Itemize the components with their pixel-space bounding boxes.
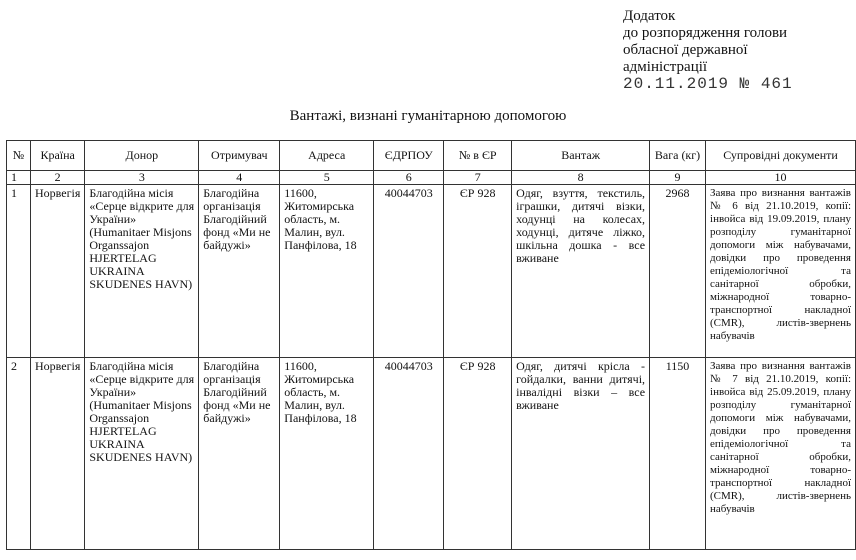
cell-edrpou: 40044703 [374, 185, 444, 358]
header-cell: Вантаж [512, 141, 650, 171]
column-number: 9 [650, 171, 706, 185]
table-row [7, 358, 856, 550]
cell-register-number: ЄР 928 [444, 358, 512, 550]
cell-country: Норвегія [30, 358, 84, 550]
cell-cargo: Одяг, взуття, текстиль, іграшки, дитячі візки, ходунці на колесах, ходунці, дитяче ліжко, шкільна дошка - все вживане [512, 185, 650, 358]
column-number: 2 [30, 171, 84, 185]
header-cell: Донор [85, 141, 199, 171]
cell-edrpou: 40044703 [374, 358, 444, 550]
annex-line: обласної державної [623, 42, 748, 58]
column-number: 3 [85, 171, 199, 185]
cell-donor: Благодійна місія «Серце відкрите для України» (Humanitaer Misjons Organssajon HJERTELAG UKRAINA SKUDENES HAVN) [85, 358, 199, 550]
document-title: Вантажі, визнані гуманітарною допомогою [289, 108, 567, 124]
annex-line: Додаток [623, 8, 676, 24]
header-cell: Країна [30, 141, 84, 171]
annex-block [623, 8, 793, 93]
column-number: 5 [280, 171, 374, 185]
table-row [7, 185, 856, 358]
header-cell: Адреса [280, 141, 374, 171]
cell-weight: 2968 [650, 185, 706, 358]
column-number: 6 [374, 171, 444, 185]
cell-cargo: Одяг, дитячі крісла - гойдалки, ванни дитячі, інвалідні візки – все вживане [512, 358, 650, 550]
cell-address: 11600, Житомирська область, м. Малин, вул. Панфілова, 18 [280, 358, 374, 550]
header-cell: № в ЄР [444, 141, 512, 171]
cell-weight: 1150 [650, 358, 706, 550]
cell-donor: Благодійна місія «Серце відкрите для України» (Humanitaer Misjons Organssajon HJERTELAG UKRAINA SKUDENES HAVN) [85, 185, 199, 358]
cell-recipient: Благодійна організація Благодійний фонд «Ми не байдужі» [199, 185, 280, 358]
column-number: 8 [512, 171, 650, 185]
column-number-row [7, 171, 856, 185]
cell-documents: Заява про визнання вантажів № 7 від 21.10.2019, копії: інвойса від 25.09.2019, плану розподілу гуманітарної допомоги між набувачами, довідки про проведення епідеміологічної та санітарної обробки, міжнародної товарно-транспортної накладної (CMR), листів-звернень набувачів [706, 358, 856, 550]
cell-number: 1 [7, 185, 31, 358]
cell-recipient: Благодійна організація Благодійний фонд «Ми не байдужі» [199, 358, 280, 550]
column-number: 10 [706, 171, 856, 185]
header-cell: Супровідні документи [706, 141, 856, 171]
cell-number: 2 [7, 358, 31, 550]
column-number: 4 [199, 171, 280, 185]
annex-line: адміністрації [623, 59, 708, 75]
cell-country: Норвегія [30, 185, 84, 358]
cell-address: 11600, Житомирська область, м. Малин, вул. Панфілова, 18 [280, 185, 374, 358]
header-cell: ЄДРПОУ [374, 141, 444, 171]
header-cell: Отримувач [199, 141, 280, 171]
cell-documents: Заява про визнання вантажів № 6 від 21.10.2019, копії: інвойса від 19.09.2019, плану розподілу гуманітарної допомоги між набувачами, довідки про проведення епідеміологічної та санітарної обробки, міжнародної товарно-транспортної накладної (CMR), листів-звернень набувачів [706, 185, 856, 358]
cargo-table [6, 140, 856, 550]
column-number: 7 [444, 171, 512, 185]
column-number: 1 [7, 171, 31, 185]
header-cell: № [7, 141, 31, 171]
annex-date-number: 20.11.2019 № 461 [623, 75, 793, 93]
header-cell: Вага (кг) [650, 141, 706, 171]
header-row [7, 141, 856, 171]
annex-line: до розпорядження голови [623, 25, 788, 41]
cell-register-number: ЄР 928 [444, 185, 512, 358]
